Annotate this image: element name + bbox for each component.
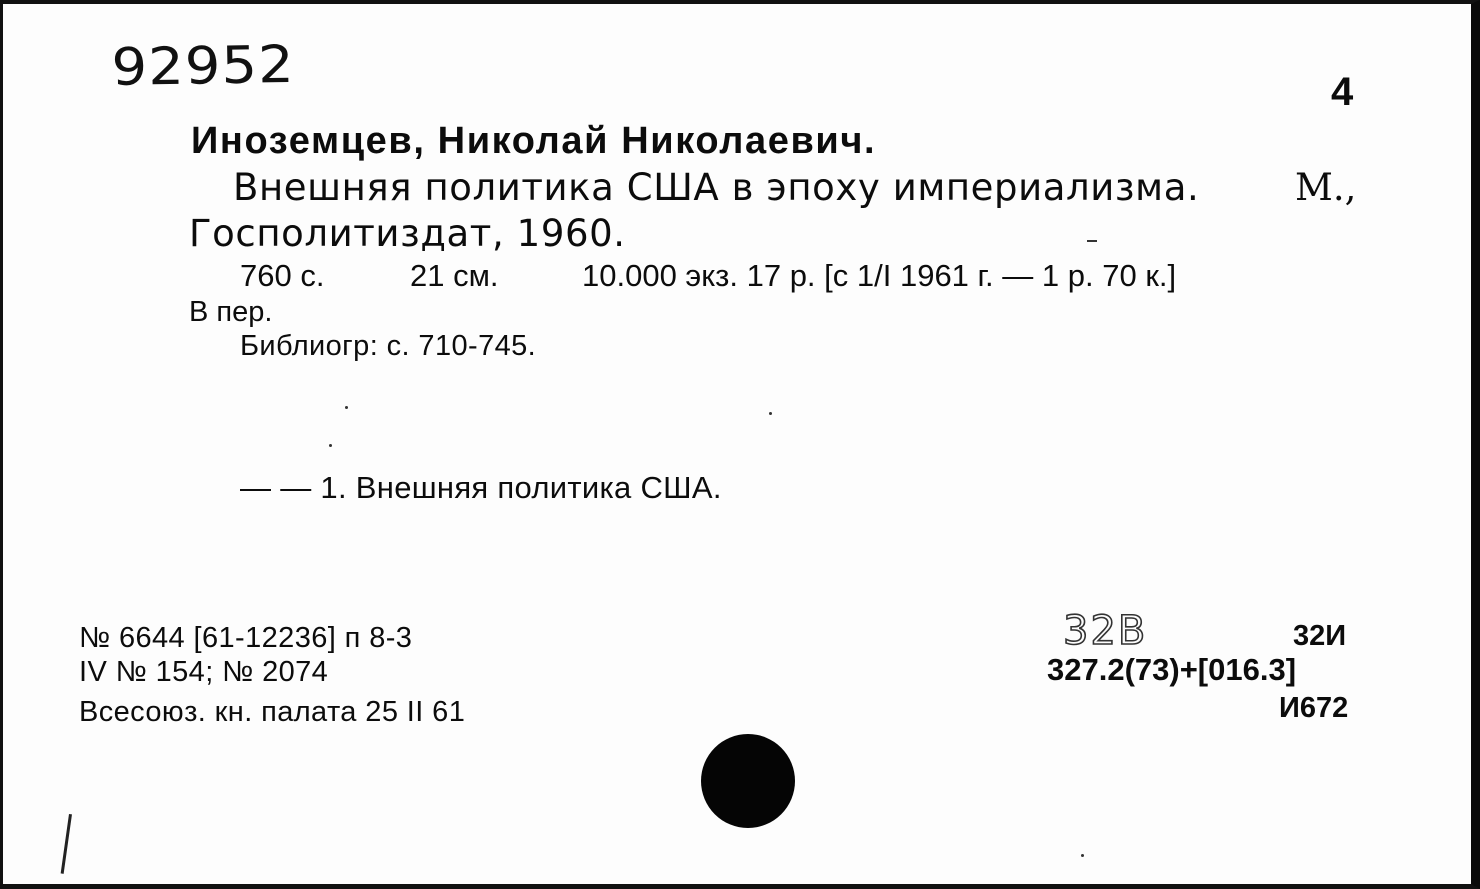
publication-place: М., — [1295, 166, 1357, 209]
book-size: 21 см. — [410, 258, 499, 293]
binding-note: В пер. — [189, 296, 273, 328]
registration-line-3: Всесоюз. кн. палата 25 II 61 — [79, 696, 466, 728]
copies-and-price: 10.000 экз. 17 р. [с 1/I 1961 г. — 1 р. 70 к.] — [582, 258, 1177, 293]
speck — [329, 444, 332, 447]
page-count: 760 с. — [240, 258, 325, 293]
collation-line — [240, 258, 1176, 294]
udc-code: 327.2(73)+[016.3] — [1047, 652, 1297, 687]
call-number: И672 — [1279, 692, 1349, 724]
book-title: Внешняя политика США в эпоху империализма. — [233, 166, 1200, 209]
subject-heading: — — 1. Внешняя политика США. — [240, 470, 722, 505]
pen-mark — [61, 814, 72, 874]
punch-hole — [701, 734, 795, 828]
classification-stamp: 32В — [1063, 608, 1148, 654]
speck — [1087, 240, 1097, 242]
card-sequence-number: 4 — [1331, 70, 1354, 114]
registration-line-1: № 6644 [61-12236] п 8-3 — [79, 622, 413, 654]
classification-top-code: 32И — [1293, 620, 1347, 652]
speck — [345, 406, 348, 409]
author-heading: Иноземцев, Николай Николаевич. — [191, 120, 877, 162]
speck — [1081, 854, 1084, 857]
speck — [769, 412, 772, 415]
bibliography-note: Библиогр: с. 710-745. — [240, 330, 537, 362]
publisher-year: Госполитиздат, 1960. — [189, 212, 626, 255]
handwritten-accession-number: 92952 — [111, 35, 296, 98]
registration-line-2: IV № 154; № 2074 — [79, 656, 329, 688]
